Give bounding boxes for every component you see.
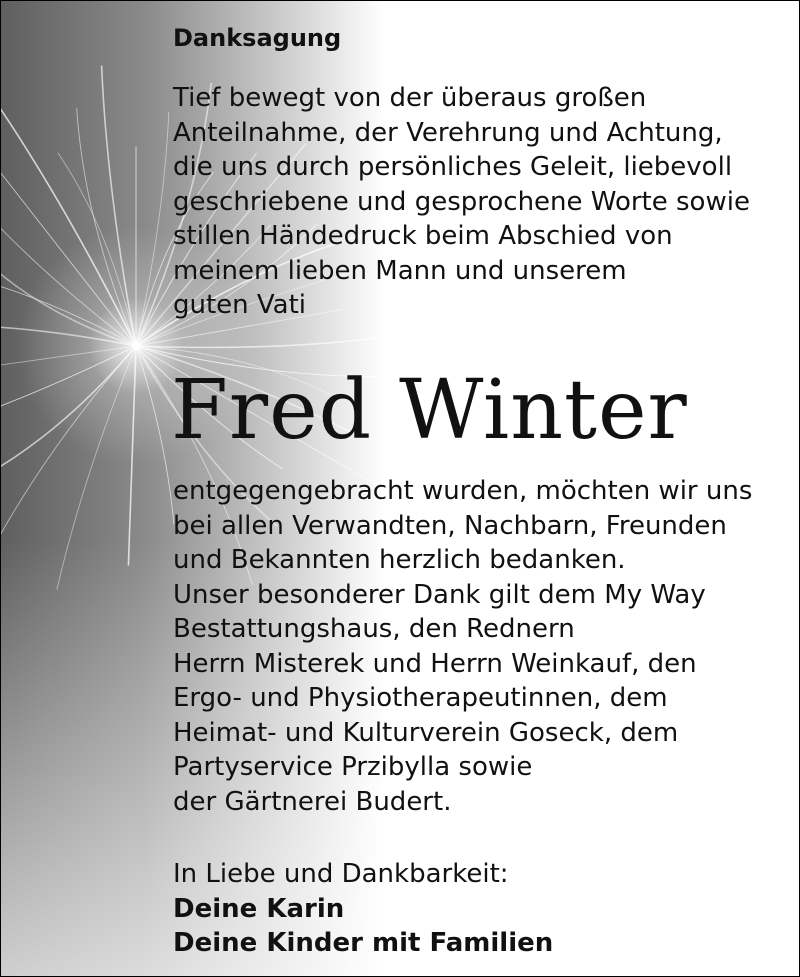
notice-heading: Danksagung: [173, 24, 342, 52]
body-line: Partyservice Przibylla sowie: [173, 752, 533, 782]
signature-line: Deine Karin: [173, 893, 345, 924]
intro-line: stillen Händedruck beim Abschied von: [173, 221, 673, 251]
intro-line: die uns durch persönliches Geleit, liebevoll: [173, 152, 733, 182]
body-line: bei allen Verwandten, Nachbarn, Freunden: [173, 510, 727, 541]
body-line: Unser besonderer Dank gilt dem My Way: [173, 579, 706, 610]
deceased-name: Fred Winter: [171, 363, 688, 458]
signature-line: Deine Kinder mit Familien: [173, 928, 554, 958]
body-line: und Bekannten herzlich bedanken.: [173, 545, 626, 575]
closing-line: In Liebe und Dankbarkeit:: [173, 859, 509, 889]
body-line: der Gärtnerei Budert.: [173, 786, 452, 817]
body-line: entgegengebracht wurden, möchten wir uns: [173, 476, 753, 506]
intro-line: Tief bewegt von der überaus großen: [173, 83, 647, 113]
intro-line: Anteilnahme, der Verehrung und Achtung,: [173, 117, 723, 148]
intro-line: guten Vati: [173, 290, 307, 320]
body-line: Ergo- und Physiotherapeutinnen, dem: [173, 683, 668, 713]
body-line: Herrn Misterek und Herrn Weinkauf, den: [173, 648, 697, 679]
intro-line: geschriebene und gesprochene Worte sowie: [173, 186, 750, 217]
thanks-paragraph: [173, 474, 752, 819]
closing-block: [173, 857, 553, 961]
intro-paragraph: [173, 81, 750, 323]
body-line: Heimat- und Kulturverein Goseck, dem: [173, 717, 679, 748]
body-line: Bestattungshaus, den Rednern: [173, 614, 575, 644]
intro-line: meinem lieben Mann und unserem: [173, 255, 627, 286]
